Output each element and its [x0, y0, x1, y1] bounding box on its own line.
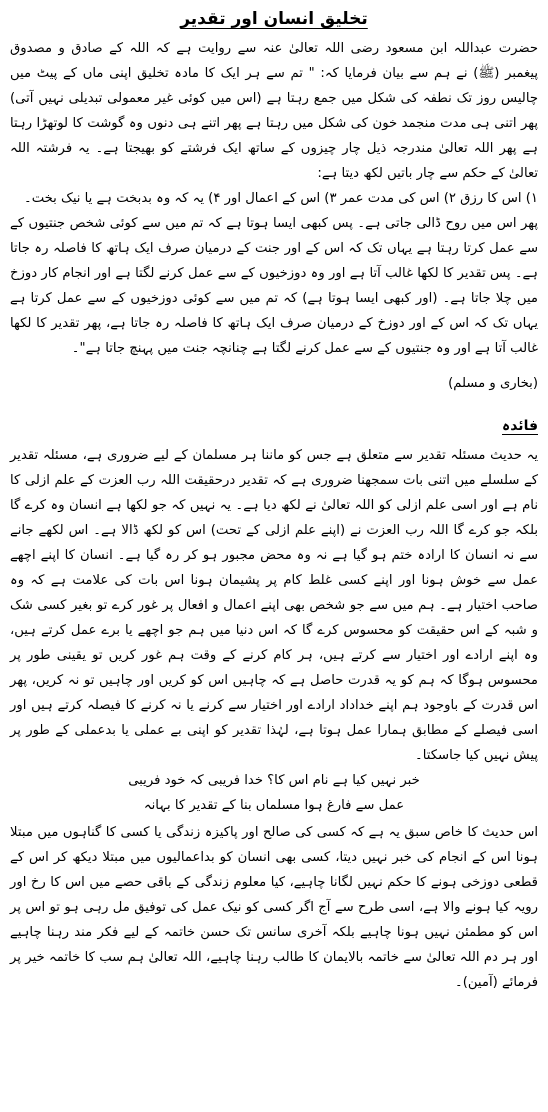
poetry-couplet — [10, 768, 538, 818]
hadith-paragraph-intro: حضرت عبداللہ ابن مسعود رضی اللہ تعالیٰ عنہ سے روایت ہے کہ اللہ کے صادق و مصدوق پیغمبر (ﷺ) نے ہم سے بیان فرمایا کہ: " تم سے ہر ایک کا مادہ تخلیق اپنی ماں کے پیٹ میں چالیس روز تک نطفہ کی شکل میں جمع رہتا ہے (اس میں کوئی غیر معمولی تبدیلی نہیں آتی) پھر اتنی ہی مدت منجمد خون کی شکل میں رہتا ہے پھر اتنے ہی دنوں وہ گوشت کا لوتھڑا رہتا ہے پھر اللہ تعالیٰ مندرجہ ذیل چار چیزوں کے ساتھ ایک فرشتے کو بھیجتا ہے۔ یہ فرشتہ اللہ تعالیٰ کے حکم سے چار باتیں لکھ دیتا ہے: — [10, 41, 538, 181]
verse-line-1: خبر نہیں کیا ہے نام اس کا؟ خدا فریبی کہ خود فریبی — [128, 773, 420, 788]
verse-line-2: عمل سے فارغ ہوا مسلماں بنا کے تقدیر کا بہانہ — [143, 798, 405, 813]
hadith-reference: (بخاری و مسلم) — [448, 376, 538, 391]
hadith-four-things-list: ۱) اس کا رزق ۲) اس کی مدت عمر ۳) اس کے اعمال اور ۴) یہ کہ وہ بدبخت ہے یا نیک بخت۔ — [23, 191, 538, 206]
hadith-paragraph-body: پھر اس میں روح ڈالی جاتی ہے۔ پس کبھی ایسا ہوتا ہے کہ تم میں سے کوئی شخص جنتیوں کے سے عمل کرتا رہتا ہے یہاں تک کہ اس کے اور جنت کے درمیان صرف ایک ہاتھ کا فاصلہ رہ جاتا ہے۔ پس تقدیر کا لکھا غالب آتا ہے اور وہ دوزخیوں کے سے عمل کرنے لگتا ہے اور انجام کار دوزخ میں چلا جاتا ہے۔ (اور کبھی ایسا ہوتا ہے) کہ تم میں سے کوئی دوزخیوں کے سے عمل کرتا ہے یہاں تک کہ اس کے اور دوزخ کے درمیان صرف ایک ہاتھ کا فاصلہ رہ جاتا ہے، پھر تقدیر کا لکھا غالب آتا ہے اور وہ جنتیوں کے سے عمل کرنے لگتا ہے چنانچہ جنت میں پہنچ جاتا ہے"۔ — [10, 216, 538, 356]
faida-paragraph-2: اس حدیث کا خاص سبق یہ ہے کہ کسی کی صالح اور پاکیزہ زندگی یا کسی کا گناہوں میں مبتلا ہونا اس کے انجام کی خبر نہیں دیتا، کسی بھی انسان کو بداعمالیوں میں مبتلا دیکھ کر اس کے قطعی دوزخی ہونے کا حکم نہیں لگانا چاہیے، کیا معلوم زندگی کے باقی حصے میں اس کا رخ اور رویہ کیا ہونے والا ہے، اسی طرح سے آج اگر کسی کو نیک عمل کی توفیق مل رہی ہو تو اس پر اس کو مطمئن نہیں ہونا چاہیے بلکہ آخری سانس تک حسن خاتمہ کے لیے فکر مند رہنا چاہیے اور ہر دم اللہ تعالیٰ سے خاتمہ بالایمان کا طالب رہنا چاہیے، اللہ تعالیٰ ہم سب کا خاتمہ خیر پر فرمائے (آمین)۔ — [10, 825, 538, 990]
faida-heading: فائدہ — [502, 418, 538, 434]
page-title: تخلیق انسان اور تقدیر — [180, 9, 368, 29]
faida-paragraph-1: یہ حدیث مسئلہ تقدیر سے متعلق ہے جس کو ماننا ہر مسلمان کے لیے ضروری ہے، مسئلہ تقدیر کے سلسلے میں اتنی بات سمجھنا ضروری ہے کہ تقدیر درحقیقت اللہ رب العزت کے علم ازلی کا نام ہے اور اسی علم ازلی کو اللہ تعالیٰ نے لکھ دیا ہے۔ یہ نہیں کہ جو لکھا ہے انسان وہ کرے گا بلکہ جو کرے گا اللہ رب العزت نے (اپنے علم ازلی کے تحت) اس کو لکھ ڈالا ہے۔ اس لکھے جانے سے نہ انسان کا ارادہ ختم ہو گیا ہے نہ وہ محض مجبور ہو کر رہ گیا ہے۔ انسان کا اپنے اچھے عمل سے خوش ہونا اور اپنے کسی غلط کام پر پشیمان ہونا اس بات کی علامت ہے کہ وہ صاحب اختیار ہے۔ ہم میں سے جو شخص بھی اپنے اعمال و افعال پر غور کرے تو بغیر کسی شک و شبہ کے اس حقیقت کو محسوس کرے گا کہ اس دنیا میں ہم جو اچھے یا برے عمل کرتے ہیں، وہ اپنے ارادے اور اختیار سے کرتے ہیں، ہر کام کرنے کے وقت ہم غور کریں تو یقینی طور پر محسوس ہوگا کہ ہم کو یہ قدرت حاصل ہے کہ چاہیں اس کو کریں اور چاہیں تو نہ کریں، پھر اس قدرت کے باوجود ہم اپنے خداداد ارادے اور اختیار سے کرنے یا نہ کرنے کا فیصلہ کرتے ہیں اور اسی فیصلے کے مطابق ہمارا عمل ہوتا ہے، لہٰذا تقدیر کو اپنی بے عملی یا بدعملی کے طور پر پیش نہیں کیا جاسکتا۔ — [10, 448, 538, 763]
